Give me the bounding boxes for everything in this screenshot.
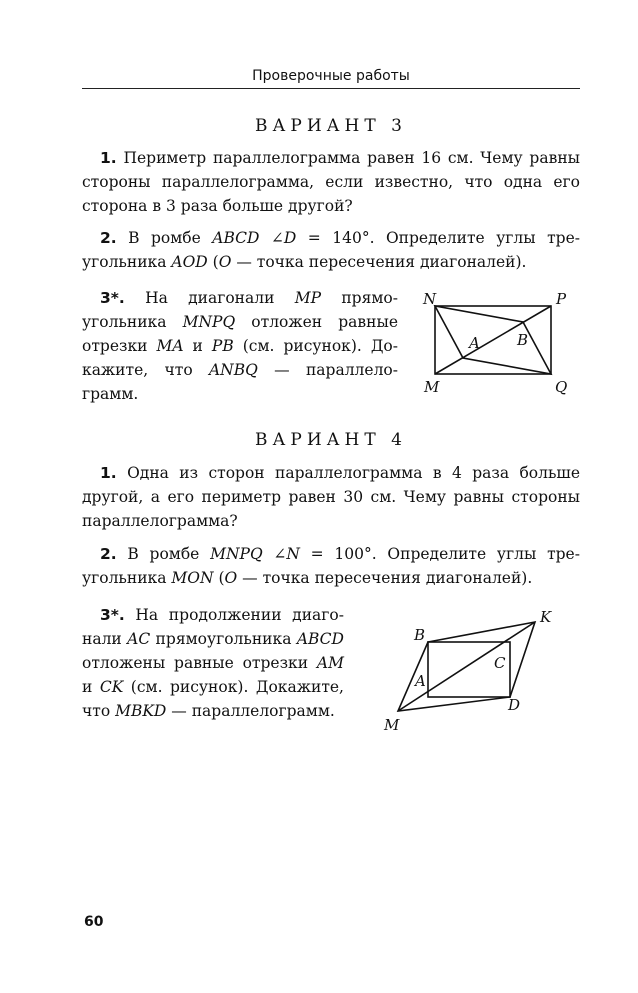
problem-text: — точка пересечения диагоналей). [237, 569, 533, 587]
problem-text: На продолжении диагонали [82, 606, 344, 648]
variant4-problem1 [82, 461, 580, 533]
running-header [82, 66, 580, 89]
problem-text: В ромбе [116, 545, 211, 563]
label-n: N [423, 290, 437, 308]
math-expression: MNPQ ∠N [210, 545, 300, 563]
variant4-title: ВАРИАНТ 4 [255, 430, 407, 450]
page-number: 60 [84, 914, 104, 930]
problem-number: 1. [100, 464, 117, 482]
problem-text: — параллелограмм. [166, 702, 335, 720]
variant3-problem1 [82, 146, 580, 218]
label-q: Q [555, 378, 568, 396]
variant4-problem3 [82, 603, 344, 723]
problem-text: и [183, 337, 212, 355]
math-expression: CK [99, 678, 124, 696]
problem-text: ( [213, 569, 225, 587]
label-d: D [508, 696, 521, 714]
problem-text: отложен равные отрезки [82, 313, 398, 355]
problem-number: 2. [100, 545, 117, 563]
problem-number: 2. [100, 229, 117, 247]
problem-text: В ромбе [116, 229, 213, 247]
label-b: B [517, 331, 529, 349]
label-m: M [424, 378, 440, 396]
problem-text: — точка пересечения диагоналей). [231, 253, 527, 271]
problem-number: 3*. [100, 289, 125, 307]
problem-text: (см. рисунок). Докажите, что [82, 337, 399, 379]
math-expression: MBKD [115, 702, 167, 720]
problem-text: = 140°. Определите углы треугольника [82, 229, 580, 271]
label-m: M [384, 716, 400, 734]
math-expression: ABCD [296, 630, 344, 648]
math-expression: ANBQ [208, 361, 258, 379]
variant3-title: ВАРИАНТ 3 [255, 116, 407, 136]
label-b: B [414, 626, 426, 644]
problem-text: и [82, 678, 100, 696]
math-expression: AC [127, 630, 151, 648]
math-expression: MA [156, 337, 184, 355]
math-expression: O [218, 253, 232, 271]
problem-number: 3*. [100, 606, 125, 624]
problem-text: (см. рисунок). Докажите, что [82, 678, 344, 720]
problem-text: — параллелограмм. [82, 361, 398, 403]
problem-text: прямоугольника [150, 630, 297, 648]
problem-text: прямоугольника [82, 289, 398, 331]
label-k: K [540, 608, 552, 626]
variant3-problem2 [82, 226, 580, 274]
variant4-problem2 [82, 542, 580, 590]
math-expression: MON [171, 569, 214, 587]
problem-text: Одна из сторон параллелограмма в 4 раза больше другой, а его периметр равен 30 см. Чему равны стороны параллелограмма? [82, 464, 580, 530]
figure-rectangle-mnpq [418, 288, 578, 406]
variant3-problem3 [82, 286, 398, 406]
label-c: C [494, 654, 506, 672]
label-a: A [469, 334, 480, 352]
label-a: A [415, 672, 426, 690]
problem-text: Периметр параллелограмма равен 16 см. Чему равны стороны параллелограмма, если известно, что одна его сторона в 3 раза больше другой? [82, 149, 580, 215]
math-expression: MNPQ [182, 313, 236, 331]
math-expression: O [224, 569, 238, 587]
math-expression: PB [211, 337, 234, 355]
math-expression: AM [316, 654, 344, 672]
math-expression: MP [294, 289, 322, 307]
problem-number: 1. [100, 149, 117, 167]
problem-text: = 100°. Определите углы треугольника [82, 545, 580, 587]
math-expression: AOD [171, 253, 208, 271]
problem-text: На диагонали [124, 289, 295, 307]
math-expression: ABCD ∠D [212, 229, 297, 247]
figure-parallelogram-mbkd [374, 606, 580, 736]
label-p: P [556, 290, 567, 308]
problem-text: ( [207, 253, 219, 271]
problem-text: отложены равные отрезки [82, 654, 317, 672]
header-title: Проверочные работы [252, 68, 410, 84]
